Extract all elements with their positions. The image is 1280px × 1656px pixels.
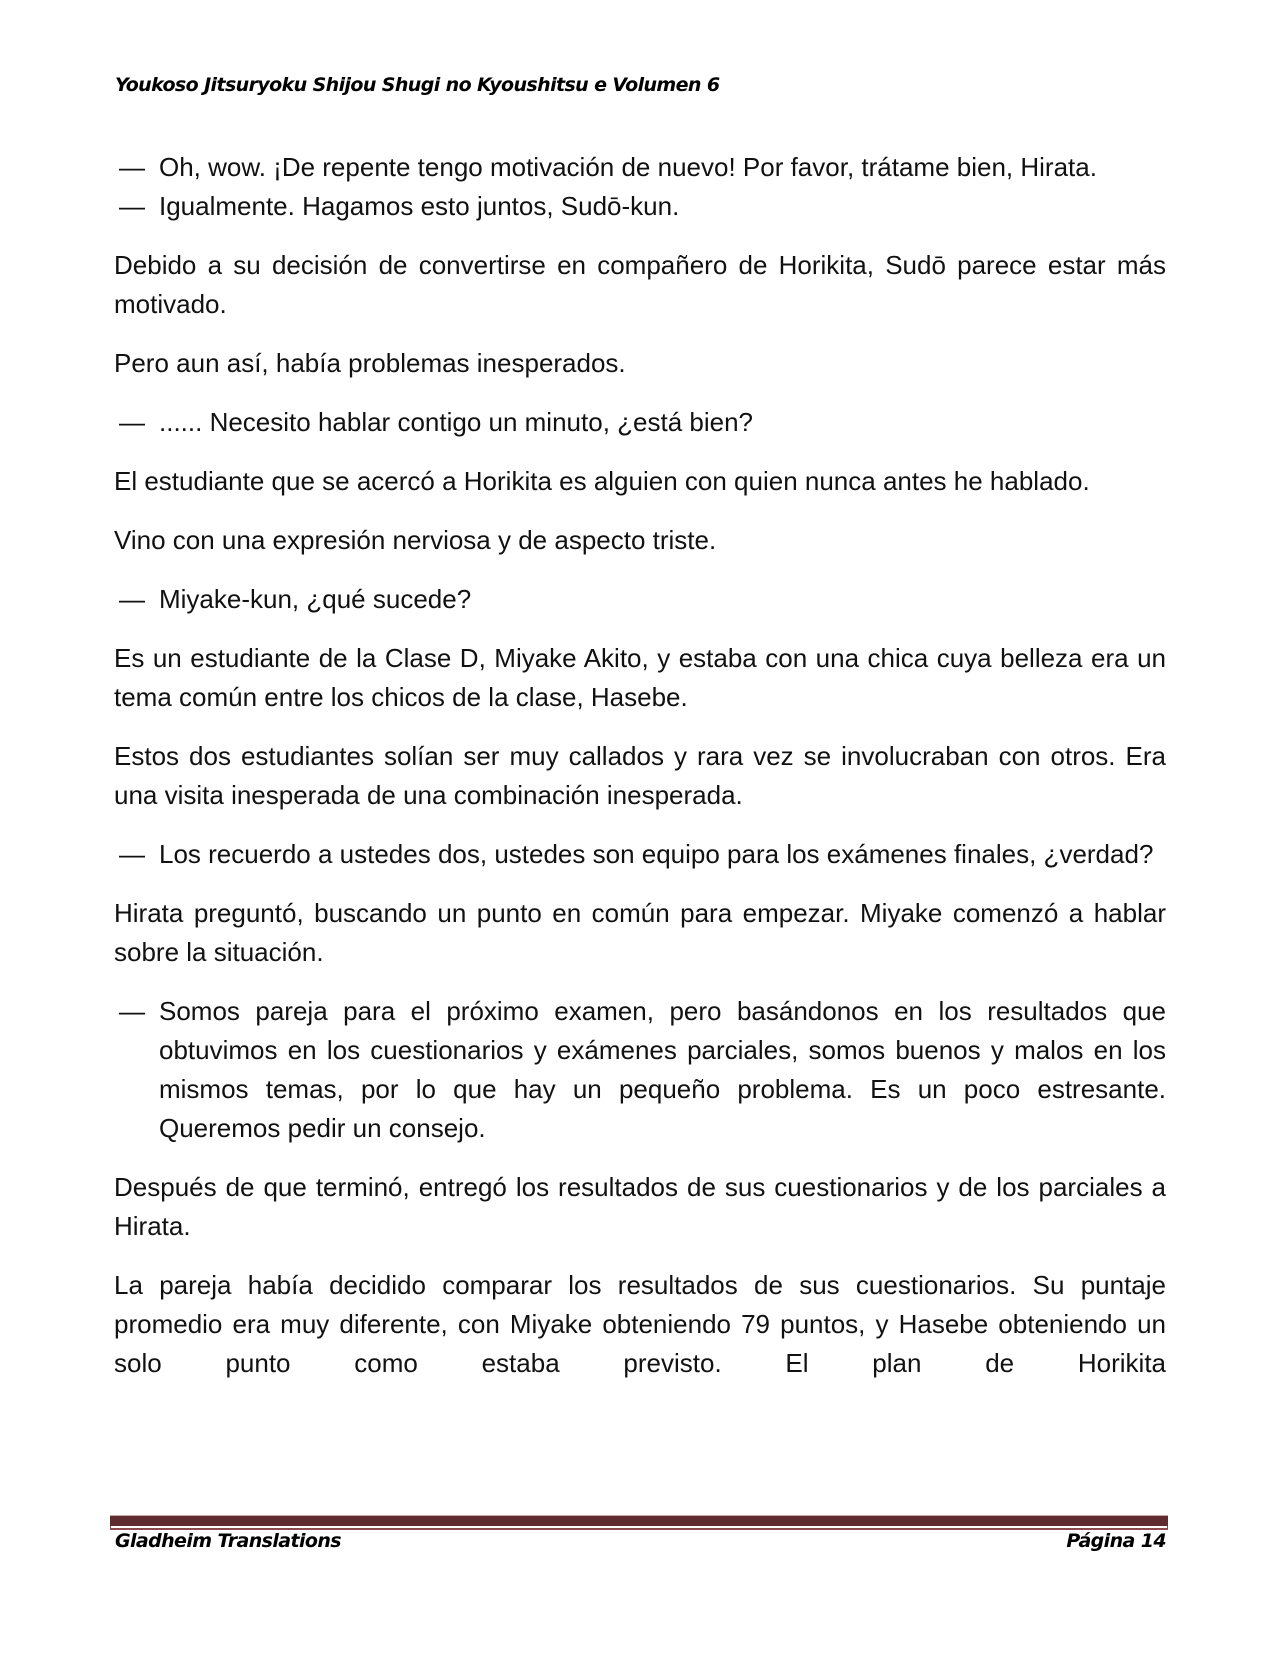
dialogue-line: — Oh, wow. ¡De repente tengo motivación de nuevo! Por favor, trátame bien, Hirata. bbox=[114, 148, 1166, 187]
paragraph: Estos dos estudiantes solían ser muy callados y rara vez se involucraban con otros. Era una visita inesperada de una combinación inesperada. bbox=[114, 741, 1166, 810]
em-dash: — bbox=[119, 839, 145, 869]
paragraph: Después de que terminó, entregó los resultados de sus cuestionarios y de los parciales a Hirata. bbox=[114, 1172, 1166, 1241]
footer-publisher: Gladheim Translations bbox=[115, 1530, 341, 1552]
paragraph: Es un estudiante de la Clase D, Miyake Akito, y estaba con una chica cuya belleza era un tema común entre los chicos de la clase, Hasebe. bbox=[114, 643, 1166, 712]
em-dash: — bbox=[119, 152, 145, 182]
em-dash: — bbox=[119, 584, 145, 614]
dialogue-line: — Igualmente. Hagamos esto juntos, Sudō-kun. bbox=[114, 187, 1166, 226]
em-dash: — bbox=[119, 407, 145, 437]
dialogue-line: — Somos pareja para el próximo examen, pero basándonos en los resultados que obtuvimos en los cuestionarios y exámenes parciales, somos buenos y malos en los mismos temas, por lo que hay un pequeño problema. Es un poco estresante. Queremos pedir un consejo. bbox=[114, 992, 1166, 1148]
dialogue-line: — Miyake-kun, ¿qué sucede? bbox=[114, 580, 1166, 619]
footer-rule bbox=[110, 1515, 1168, 1526]
paragraph: Hirata preguntó, buscando un punto en común para empezar. Miyake comenzó a hablar sobre la situación. bbox=[114, 898, 1166, 967]
paragraph: El estudiante que se acercó a Horikita es alguien con quien nunca antes he hablado. bbox=[114, 466, 1090, 496]
em-dash: — bbox=[119, 996, 145, 1026]
paragraph: Pero aun así, había problemas inesperados. bbox=[114, 348, 626, 378]
dialogue-line: — ...... Necesito hablar contigo un minuto, ¿está bien? bbox=[114, 403, 1166, 442]
dialogue-line: — Los recuerdo a ustedes dos, ustedes son equipo para los exámenes finales, ¿verdad? bbox=[114, 835, 1166, 874]
page-body bbox=[114, 148, 1166, 1403]
paragraph: Debido a su decisión de convertirse en compañero de Horikita, Sudō parece estar más motivado. bbox=[114, 250, 1166, 319]
paragraph: La pareja había decidido comparar los resultados de sus cuestionarios. Su puntaje promedio era muy diferente, con Miyake obteniendo 79 puntos, y Hasebe obteniendo un solo punto como estaba previsto. El plan de Horikita bbox=[114, 1270, 1166, 1378]
em-dash: — bbox=[119, 191, 145, 221]
page-number: Página 14 bbox=[1066, 1530, 1166, 1552]
paragraph: Vino con una expresión nerviosa y de aspecto triste. bbox=[114, 525, 717, 555]
running-header: Youkoso Jitsuryoku Shijou Shugi no Kyoushitsu e Volumen 6 bbox=[115, 74, 720, 96]
